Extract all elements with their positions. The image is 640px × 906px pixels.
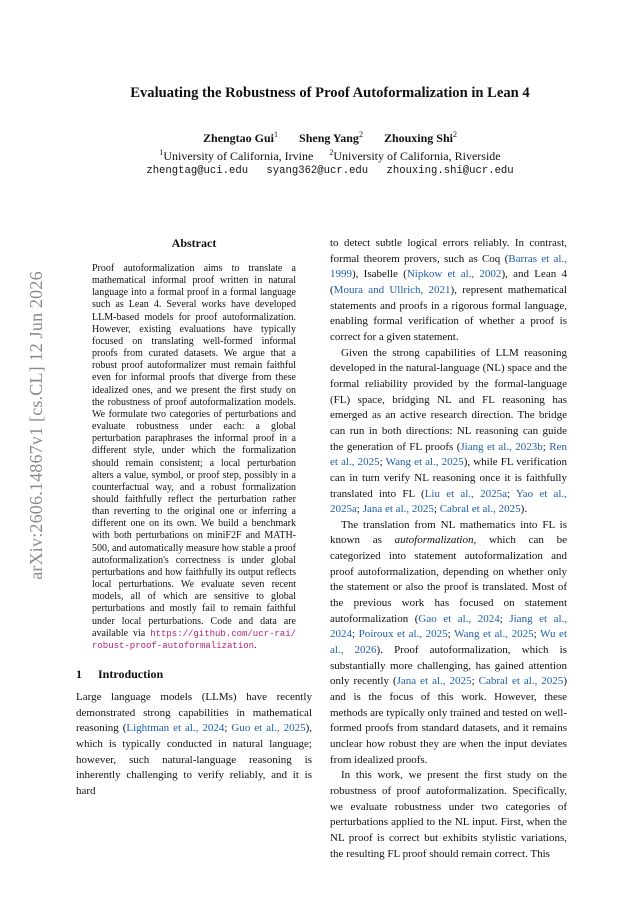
author-affiliation-mark: 1 [274,130,279,139]
email-list [60,165,600,177]
author-affiliation-mark: 2 [452,130,457,139]
paragraph-text: ; [224,722,232,735]
citation-link[interactable]: Gao et al., 2024 [418,612,500,625]
citation-link[interactable]: Cabral et al., 2025 [439,503,521,516]
citation-link[interactable]: Wang et al., 2025 [385,456,464,469]
paragraph-text: ; [533,628,541,641]
paragraph-text: ). [520,503,528,516]
paragraph-text: Given the strong capabilities of LLM reasoning developed in the natural-language (NL) space and the formal reliability provided by the formal-language (FL) space, bridging NL and FL reasoning has emerged as an active research direction. The bridge can run in both directions: NL reasoning can guide the generation of FL proofs ( [330,346,567,453]
emphasized-term: autoformalization [394,534,474,547]
paragraph-text: The translation from NL mathematics into FL is known as [330,518,567,547]
right-column [330,236,567,862]
citation-link[interactable]: Jiang et al., 2023b [460,440,543,453]
abstract-text: Proof autoformalization aims to translate a mathematical informal proof written in natural language into a formal proof in a formal language such as Lean 4. Several works have developed LLM-based models for proof autoformalization. However, existing evaluations have typically focused on translating well-formed informal proofs from curated datasets. We argue that a robust proof autoformalizer must remain faithful even for informal proofs that diverge from these idealized ones, and we present the first study on the robustness of proof autoformalization models. We formulate two categories of perturbations and evaluate robustness under each: a global perturbation paraphrases the informal proof in a different style, under which the formalization should remain consistent; a local perturbation alters a value, symbol, or proof step, possibly in a counterfactual way, and a robust formalization should faithfully reflect the perturbation rather than reverting to the original one or inferring a different one on its own. We build a benchmark with both perturbations on miniF2F and MATH-500, and automatically measure how stable a proof autoformalization's correctness is under global perturbations and how faithfully its output reflects local perturbations. We evaluate seven recent models, all of which are sensitive to global perturbations and mostly fail to remain faithful under local perturbations. Code and data are available via [92,263,296,639]
paragraph-text: , which can be categorized into statement autoformalization and proof autoformalization, depending on whether only the statement or also the proof is translated. Most of the previous work has focused on statement autoformalization ( [330,534,568,625]
code-repository-link[interactable]: https://github.com/ucr-rai/robust-proof-autoformalization [92,628,297,651]
affiliation-number: 2 [329,148,334,157]
citation-link[interactable]: Poiroux et al., 2025 [358,628,448,641]
abstract-body [92,263,296,652]
paragraph-text: ), which is typically conducted in natural language; however, such natural-language reasoning is inherently challenging to verify reliably, and it is hard [76,722,312,797]
author-name: Sheng Yang [299,131,359,145]
citation-link[interactable]: Wu et al., 2026 [330,628,567,657]
paragraph-text: to detect subtle logical errors reliably. In contrast, formal theorem provers, such as Coq ( [330,237,567,265]
paragraph-text: ; [506,487,516,500]
author [384,131,457,145]
paragraph-text: ; [447,628,455,641]
citation-link[interactable]: Lightman et al., 2024 [126,722,225,735]
author-email[interactable]: zhouxing.shi@ucr.edu [386,165,514,177]
citation-link[interactable]: Cabral et al., 2025 [478,675,564,688]
intro-paragraph-1 [76,690,312,800]
paper-title: Evaluating the Robustness of Proof Autoformalization in Lean 4 [130,85,530,101]
citation-link[interactable]: Ren et al., 2025 [330,440,567,469]
arxiv-identifier-stamp [24,190,48,660]
citation-link[interactable]: Barras et al., 1999 [330,252,567,281]
author-list [60,130,600,146]
citation-link[interactable]: Nipkow et al., 2002 [406,268,502,281]
paragraph-text: ; [471,675,479,688]
citation-link[interactable]: Moura and Ullrich, 2021 [333,283,451,296]
citation-link[interactable]: Guo et al., 2025 [231,722,306,735]
abstract-heading: Abstract [171,236,217,250]
citation-link[interactable]: Jana et al., 2025 [396,675,472,688]
author-name: Zhouxing Shi [383,131,453,145]
paragraph-text: ; [379,456,386,469]
citation-link[interactable]: Yao et al., 2025a [330,487,567,516]
author-email[interactable]: zhengtag@uci.edu [146,165,249,177]
intro-paragraph-3 [330,518,567,769]
author [299,131,363,145]
paragraph-text: ; [542,440,550,453]
paragraph-text: ; [499,612,510,625]
paragraph-text: Large language models (LLMs) have recently demonstrated strong capabilities in mathematical reasoning ( [76,691,312,735]
paragraph-text: ), and Lean 4 ( [330,268,568,296]
citation-link[interactable]: Jiang et al., 2024 [330,612,568,641]
intro-paragraph-1-continued [330,236,567,346]
paragraph-text: ), represent mathematical statements and proofs in a rigorous formal language, enabling formal verification of whether a proof is correct for a given statement. [330,283,567,343]
paragraph-text: ), Isabelle ( [352,268,407,281]
intro-paragraph-4 [330,768,567,862]
author-email[interactable]: syang362@ucr.edu [266,165,369,177]
paragraph-text: ), while FL verification can in turn verify NL reasoning once it is faithfully translated into FL ( [330,456,567,500]
paragraph-text: In this work, we present the first study on the robustness of proof autoformalization. Specifically, we evaluate robustness under two categories of perturbations applied to the NL input. First, when the NL proof is correct but exhibits stylistic variations, the resulting FL proof should remain correct. This [330,769,567,860]
paragraph-text: ). Proof autoformalization, which is substantially more challenging, has gained attention only recently ( [330,644,567,688]
affiliation-name: University of California, Irvine [163,149,314,163]
paragraph-text: ) and is the focus of this work. However, these methods are typically only trained and tested on well-formed proofs from standard datasets, and it remains unclear how robust they are when the input deviates from idealized proofs. [330,675,567,766]
section-title: Introduction [98,667,164,681]
left-column [76,236,312,800]
section-heading-introduction [76,667,312,682]
affiliation-name: University of California, Riverside [333,149,501,163]
affiliation-number: 1 [159,148,164,157]
author [203,131,278,145]
citation-link[interactable]: Liu et al., 2025a [424,487,507,500]
citation-link[interactable]: Jana et al., 2025 [362,503,434,516]
paragraph-text: ; [356,503,363,516]
author-affiliation-mark: 2 [358,130,363,139]
author-name: Zhengtao Gui [203,131,275,145]
section-number: 1 [76,667,82,681]
paragraph-text: ; [352,628,359,641]
citation-link[interactable]: Wang et al., 2025 [454,628,534,641]
abstract-end: . [254,639,257,651]
affiliation-list [60,148,600,164]
intro-paragraph-2 [330,346,567,518]
arxiv-identifier-text: arXiv:2606.14867v1 [cs.CL] 12 Jun 2026 [25,270,46,580]
paragraph-text: ; [433,503,440,516]
